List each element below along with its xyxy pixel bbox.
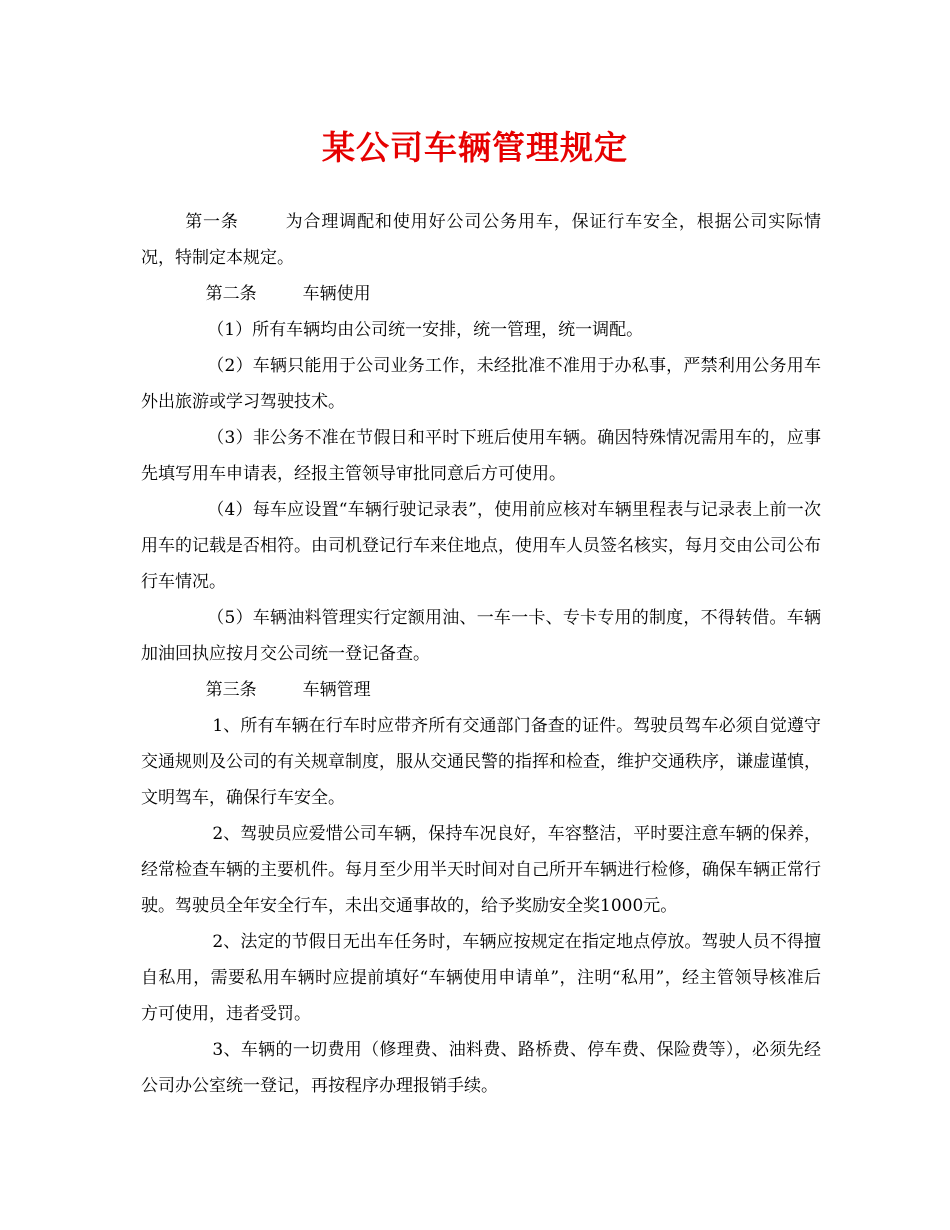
article-3-item-2: 2、驾驶员应爱惜公司车辆，保持车况良好，车容整洁，平时要注意车辆的保养，经常检查车辆的主要机件。每月至少用半天时间对自己所开车辆进行检修，确保车辆正常行驶。驾驶员全年安全行车，未出交通事故的，给予奖励安全奖1000元。 bbox=[141, 824, 821, 916]
article-2-label: 第二条 bbox=[205, 284, 257, 304]
article-2-item-5: （5）车辆油料管理实行定额用油、一车一卡、专卡专用的制度，不得转借。车辆加油回执应按月交公司统一登记备查。 bbox=[141, 608, 821, 664]
article-3-title: 车辆管理 bbox=[302, 680, 371, 700]
article-3-item-4: 3、车辆的一切费用（修理费、油料费、路桥费、停车费、保险费等），必须先经公司办公室统一登记，再按程序办理报销手续。 bbox=[141, 1040, 821, 1096]
article-3-heading bbox=[141, 672, 821, 708]
article-2-item-4: （4）每车应设置“车辆行驶记录表”，使用前应核对车辆里程表与记录表上前一次用车的记载是否相符。由司机登记行车来住地点，使用车人员签名核实，每月交由公司公布行车情况。 bbox=[141, 500, 821, 592]
article-1-text: 为合理调配和使用好公司公务用车，保证行车安全，根据公司实际情况，特制定本规定。 bbox=[141, 212, 822, 268]
document-body bbox=[141, 204, 821, 1104]
article-1 bbox=[141, 204, 821, 276]
article-2-title: 车辆使用 bbox=[302, 284, 371, 304]
article-3-item-3: 2、法定的节假日无出车任务时，车辆应按规定在指定地点停放。驾驶人员不得擅自私用，需要私用车辆时应提前填好“车辆使用申请单”，注明“私用”，经主管领导核准后方可使用，违者受罚。 bbox=[141, 932, 821, 1024]
article-1-label: 第一条 bbox=[185, 212, 239, 232]
article-2-item-3: （3）非公务不准在节假日和平时下班后使用车辆。确因特殊情况需用车的，应事先填写用车申请表，经报主管领导审批同意后方可使用。 bbox=[141, 428, 821, 484]
document-title: 某公司车辆管理规定 bbox=[322, 128, 628, 167]
article-2-heading bbox=[141, 276, 821, 312]
article-3-item-1: 1、所有车辆在行车时应带齐所有交通部门备查的证件。驾驶员驾车必须自觉遵守交通规则及公司的有关规章制度，服从交通民警的指挥和检查，维护交通秩序，谦虚谨慎，文明驾车，确保行车安全。 bbox=[141, 716, 821, 808]
article-2-item-2: （2）车辆只能用于公司业务工作，未经批准不准用于办私事，严禁利用公务用车外出旅游或学习驾驶技术。 bbox=[141, 356, 821, 412]
article-3-label: 第三条 bbox=[205, 680, 257, 700]
article-2-item-1: （1）所有车辆均由公司统一安排，统一管理，统一调配。 bbox=[207, 320, 644, 340]
